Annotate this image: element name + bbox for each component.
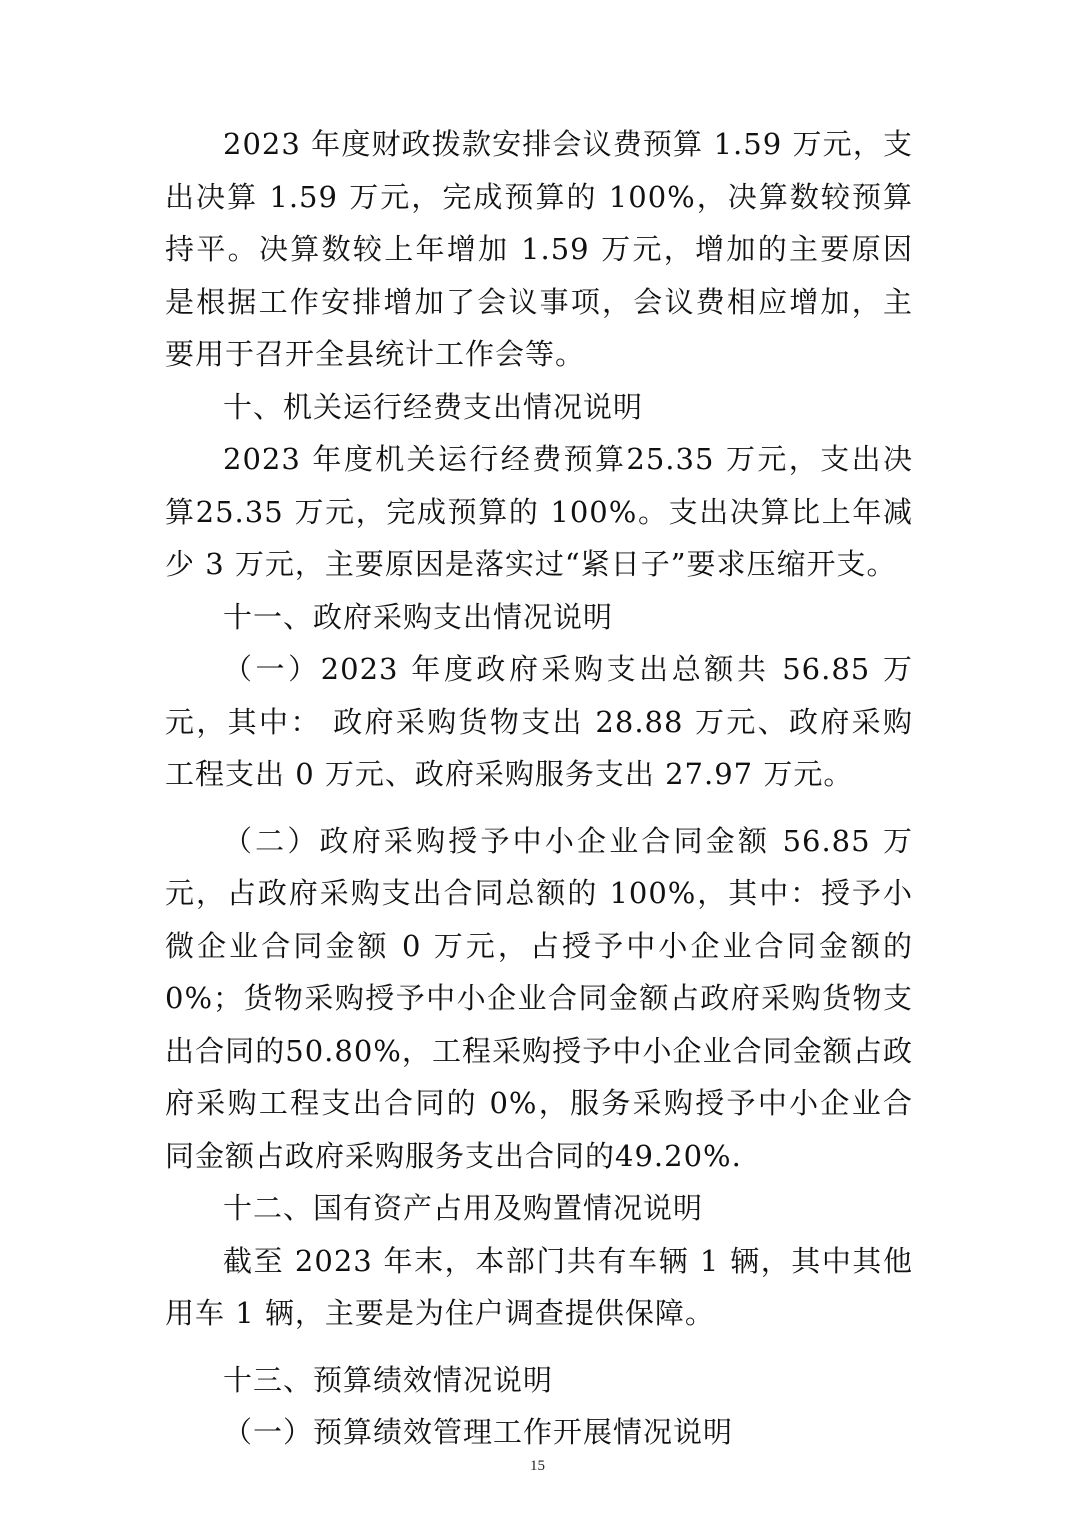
document-body [165,118,913,1459]
performance-subheading: （一）预算绩效管理工作开展情况说明 [223,1415,734,1449]
section-heading-12: 十二、国有资产占用及购置情况说明 [223,1191,704,1225]
page-number: 15 [530,1458,545,1474]
procurement-sme-paragraph: （二）政府采购授予中小企业合同金额 56.85 万元，占政府采购支出合同总额的 100%，其中：授予小微企业合同金额 0 万元，占授予中小企业合同金额的 0%；货物采购授予中小企业合同金额占政府采购货物支出合同的50.80%，工程采购授予中小企业合同金额占政府采购工程支出合同的 0%，服务采购授予中小企业合同金额占政府采购服务支出合同的49.20%. [165,823,913,1173]
asset-paragraph: 截至 2023 年末，本部门共有车辆 1 辆，其中其他用车 1 辆，主要是为住户调查提供保障。 [165,1243,913,1330]
section-heading-13: 十三、预算绩效情况说明 [223,1362,554,1397]
operating-expense-paragraph: 2023 年度机关运行经费预算25.35 万元，支出决算25.35 万元，完成预算的 100%。支出决算比上年减少 3 万元，主要原因是落实过“紧日子”要求压缩开支。 [165,442,913,581]
procurement-total-paragraph: （一）2023 年度政府采购支出总额共 56.85 万元，其中： 政府采购货物支出 28.88 万元、政府采购工程支出 0 万元、政府采购服务支出 27.97 万元。 [165,652,913,791]
section-heading-11: 十一、政府采购支出情况说明 [223,599,614,634]
meeting-fee-paragraph: 2023 年度财政拨款安排会议费预算 1.59 万元，支出决算 1.59 万元，完成预算的 100%，决算数较预算持平。决算数较上年增加 1.59 万元，增加的主要原因是根据工作安排增加了会议事项，会议费相应增加，主要用于召开全县统计工作会等。 [165,127,913,371]
section-heading-10: 十、机关运行经费支出情况说明 [223,389,644,424]
